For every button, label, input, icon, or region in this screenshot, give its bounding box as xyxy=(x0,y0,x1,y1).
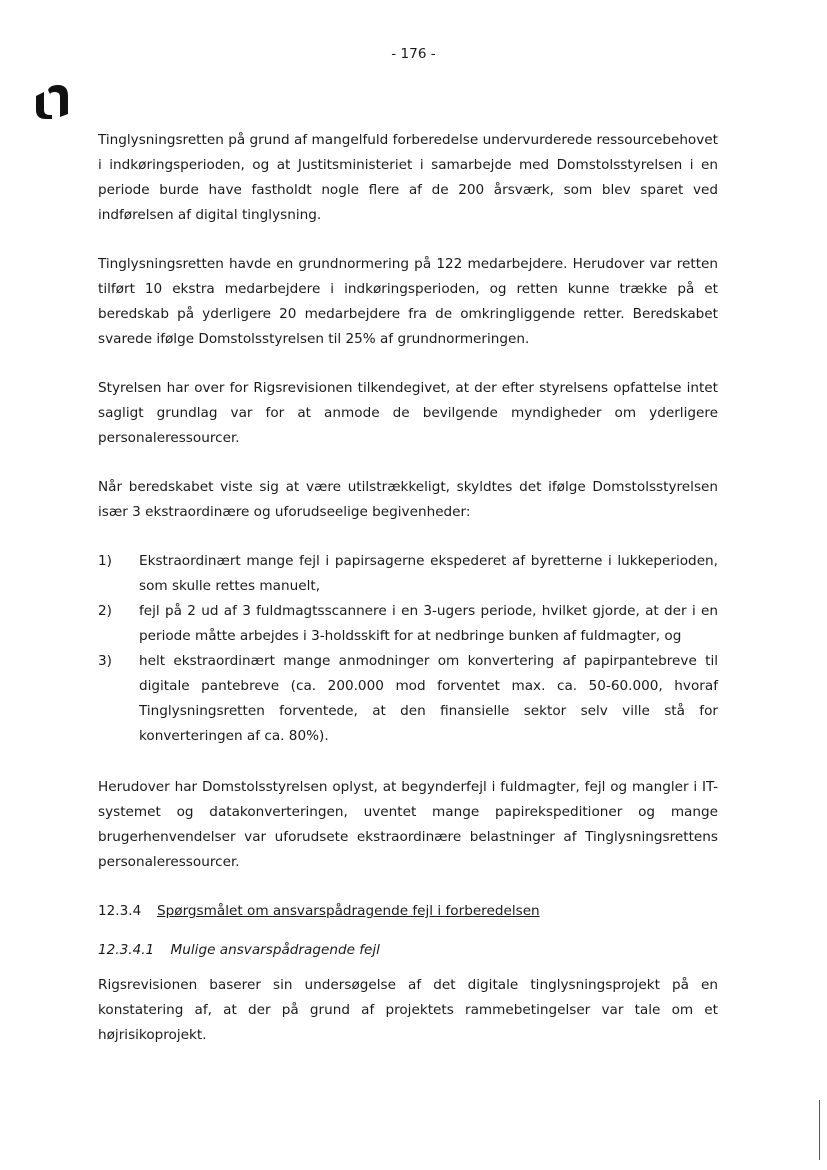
document-body xyxy=(98,128,718,1072)
numbered-list xyxy=(98,549,718,749)
list-item-number: 2) xyxy=(98,603,112,619)
list-item-text: helt ekstraordinært mange anmodninger om konvertering af papirpantebreve til digitale pantebreve (ca. 200.000 mod forventet max. ca. 50-60.000, hvoraf Tinglysningsretten forventede, at den finansielle sektor selv ville stå for konverteringen af ca. 80%). xyxy=(139,653,718,744)
paragraph-3: Styrelsen har over for Rigsrevisionen tilkendegivet, at der efter styrelsens opfattelse intet sagligt grundlag var for at anmode de bevilgende myndigheder om yderligere personaleressourcer. xyxy=(98,380,718,446)
section-heading xyxy=(98,899,718,924)
paragraph-1: Tinglysningsretten på grund af mangelfuld forberedelse undervurderede ressourcebehovet i indkøringsperioden, og at Justitsministeriet i samarbejde med Domstolsstyrelsen i en periode burde have fastholdt nogle flere af de 200 årsværk, som blev sparet ved indførelsen af digital tinglysning. xyxy=(98,132,718,223)
subsection-heading xyxy=(98,938,718,963)
subsection-heading-text: Mulige ansvarspådragende fejl xyxy=(170,942,380,958)
scan-edge-line xyxy=(819,1100,820,1160)
section-heading-number: 12.3.4 xyxy=(98,903,142,919)
paragraph-2: Tinglysningsretten havde en grundnormering på 122 medarbejdere. Herudover var retten tilført 10 ekstra medarbejdere i indkøringsperioden, og retten kunne trække på et beredskab på yderligere 20 medarbejdere fra de omkringliggende retter. Beredskabet svarede ifølge Domstolsstyrelsen til 25% af grundnormeringen. xyxy=(98,256,718,347)
list-item-text: Ekstraordinært mange fejl i papirsagerne ekspederet af byretterne i lukkeperioden, som skulle rettes manuelt, xyxy=(139,553,718,594)
list-item xyxy=(98,649,718,749)
paragraph-4: Når beredskabet viste sig at være utilstrækkeligt, skyldtes det ifølge Domstolsstyrelsen især 3 ekstraordinære og uforudseelige begivenheder: xyxy=(98,479,718,520)
paragraph-5: Herudover har Domstolsstyrelsen oplyst, at begynderfejl i fuldmagter, fejl og mangler i IT-systemet og datakonverteringen, uventet mange papirekspeditioner og mange brugerhenvendelser var uforudsete ekstraordinære belastninger af Tinglysningsrettens personaleressourcer. xyxy=(98,779,718,870)
list-item-text: fejl på 2 ud af 3 fuldmagtsscannere i en 3-ugers periode, hvilket gjorde, at der i en periode måtte arbejdes i 3-holdsskift for at nedbringe bunken af fuldmagter, og xyxy=(139,603,718,644)
list-item-number: 1) xyxy=(98,553,112,569)
list-item xyxy=(98,549,718,599)
subsection-heading-number: 12.3.4.1 xyxy=(98,942,155,958)
court-logo-icon xyxy=(34,84,76,120)
page-number: - 176 - xyxy=(391,46,436,62)
paragraph-6: Rigsrevisionen baserer sin undersøgelse af det digitale tinglysningsprojekt på en konstatering af, at der på grund af projektets rammebetingelser var tale om et højrisikoprojekt. xyxy=(98,977,718,1043)
list-item xyxy=(98,599,718,649)
section-heading-text: Spørgsmålet om ansvarspådragende fejl i forberedelsen xyxy=(157,903,540,919)
list-item-number: 3) xyxy=(98,653,112,669)
